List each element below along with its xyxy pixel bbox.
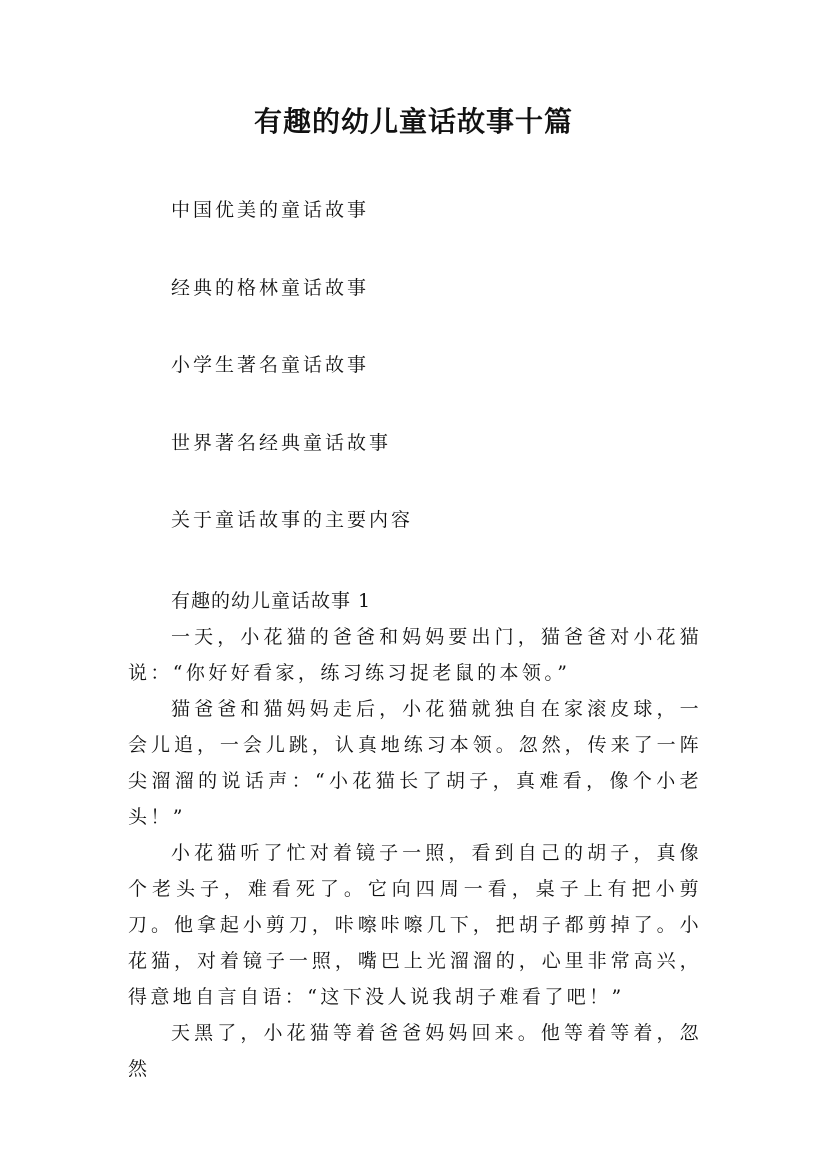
story-paragraph: 猫爸爸和猫妈妈走后，小花猫就独自在家滚皮球，一会儿追，一会儿跳，认真地练习本领。忽然，传来了一阵尖溜溜的说话声：“小花猫长了胡子，真难看，像个小老头！” [128,698,702,828]
story-paragraph: 小花猫听了忙对着镜子一照，看到自己的胡子，真像个老头子，难看死了。它向四周一看，桌子上有把小剪刀。他拿起小剪刀，咔嚓咔嚓几下，把胡子都剪掉了。小花猫，对着镜子一照，嘴巴上光溜溜的，心里非常高兴，得意地自言自语：“这下没人说我胡子难看了吧！” [128,842,702,1008]
toc-item: 经典的格林童话故事 [171,276,370,299]
story-paragraph: 一天，小花猫的爸爸和妈妈要出门，猫爸爸对小花猫说：“你好好看家，练习练习捉老鼠的本领。” [128,626,702,684]
story-paragraph: 天黑了，小花猫等着爸爸妈妈回来。他等着等着，忽然 [128,1022,702,1080]
toc-item: 中国优美的童话故事 [171,199,370,221]
table-of-contents [171,192,413,580]
toc-item: 世界著名经典童话故事 [171,431,392,454]
document-title: 有趣的幼儿童话故事十篇 [253,105,573,138]
story-heading: 有趣的幼儿童话故事 1 [171,590,372,612]
toc-item: 小学生著名童话故事 [171,354,370,376]
toc-item: 关于童话故事的主要内容 [171,509,414,531]
story-section [128,583,702,1087]
